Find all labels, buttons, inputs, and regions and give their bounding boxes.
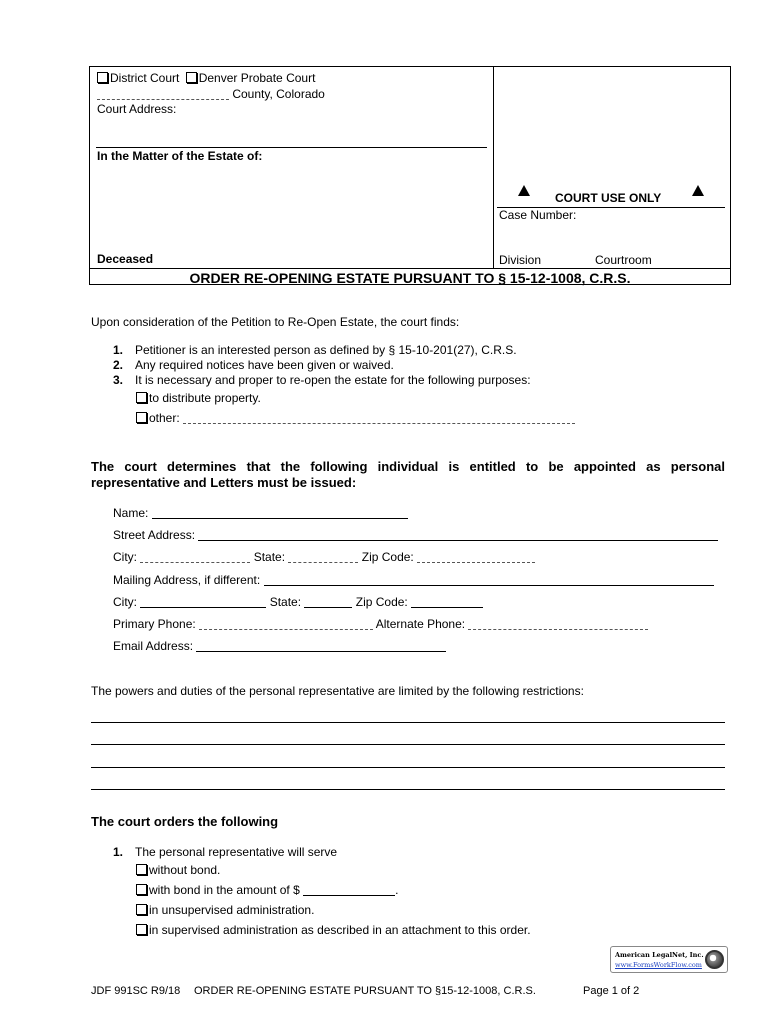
finding-text: Petitioner is an interested person as defined by § 15-10-201(27), C.R.S. xyxy=(135,343,517,357)
without-bond-checkbox[interactable] xyxy=(136,864,147,875)
finding-item xyxy=(113,343,517,357)
with-bond-period: . xyxy=(395,883,399,897)
city2-label: City: xyxy=(113,595,137,609)
findings-intro: Upon consideration of the Petition to Re-Open Estate, the court finds: xyxy=(91,315,460,329)
restriction-line[interactable] xyxy=(91,744,725,745)
street-label: Street Address: xyxy=(113,528,196,542)
distribute-checkbox[interactable] xyxy=(136,392,147,403)
courtroom-label: Courtroom xyxy=(595,253,652,267)
restriction-line[interactable] xyxy=(91,789,725,790)
purpose-distribute xyxy=(136,391,261,405)
pr-city2-row xyxy=(113,595,483,609)
purpose-other xyxy=(136,411,575,425)
determination-heading-1: The court determines that the following individual is entitled to be appointed as personal xyxy=(91,459,725,474)
state-field[interactable] xyxy=(288,551,358,563)
other-label: other: xyxy=(149,411,180,425)
eagle-seal-icon xyxy=(705,950,724,969)
option-supervised xyxy=(136,923,531,937)
restriction-line[interactable] xyxy=(91,722,725,723)
restriction-line[interactable] xyxy=(91,767,725,768)
court-address-rule xyxy=(96,147,487,148)
state2-label: State: xyxy=(269,595,302,609)
finding-item xyxy=(113,373,531,387)
up-triangle-icon xyxy=(518,185,530,196)
bond-amount-field[interactable] xyxy=(303,884,395,896)
without-bond-label: without bond. xyxy=(149,863,221,877)
court-address-label: Court Address: xyxy=(97,102,177,116)
up-triangle-icon xyxy=(692,185,704,196)
pr-phone-row xyxy=(113,617,648,631)
caption-divider xyxy=(493,66,494,268)
court-type-line xyxy=(97,71,315,85)
pr-mailing-row xyxy=(113,573,714,587)
alternate-phone-label: Alternate Phone: xyxy=(375,617,466,631)
name-label: Name: xyxy=(113,506,149,520)
mailing-label: Mailing Address, if different: xyxy=(113,573,261,587)
logo-url-link[interactable]: www.FormsWorkFlow.com xyxy=(615,961,702,969)
city-label: City: xyxy=(113,550,137,564)
state-label: State: xyxy=(253,550,286,564)
case-number-label: Case Number: xyxy=(499,208,577,222)
denver-probate-checkbox[interactable] xyxy=(186,72,197,83)
order-text: The personal representative will serve xyxy=(135,845,338,859)
denver-probate-label: Denver Probate Court xyxy=(198,71,316,85)
finding-number: 2. xyxy=(113,358,124,372)
unsupervised-label: in unsupervised administration. xyxy=(149,903,315,917)
other-checkbox[interactable] xyxy=(136,412,147,423)
supervised-checkbox[interactable] xyxy=(136,924,147,935)
deceased-label: Deceased xyxy=(97,252,154,266)
county-blank[interactable] xyxy=(97,88,229,100)
primary-phone-field[interactable] xyxy=(199,618,373,630)
order-number: 1. xyxy=(113,845,124,859)
zip-label: Zip Code: xyxy=(361,550,414,564)
zip2-field[interactable] xyxy=(411,596,483,608)
with-bond-label: with bond in the amount of $ xyxy=(149,883,300,897)
county-line xyxy=(97,87,325,101)
city2-field[interactable] xyxy=(140,596,266,608)
pr-email-row xyxy=(113,639,446,653)
unsupervised-checkbox[interactable] xyxy=(136,904,147,915)
finding-text: Any required notices have been given or waived. xyxy=(135,358,394,372)
street-field[interactable] xyxy=(198,529,718,541)
legalnet-logo[interactable] xyxy=(610,946,728,973)
option-without-bond xyxy=(136,863,220,877)
order-item xyxy=(113,845,337,859)
finding-number: 1. xyxy=(113,343,124,357)
email-label: Email Address: xyxy=(113,639,194,653)
distribute-label: to distribute property. xyxy=(149,391,261,405)
pr-street-row xyxy=(113,528,718,542)
finding-number: 3. xyxy=(113,373,124,387)
email-field[interactable] xyxy=(196,640,446,652)
zip-field[interactable] xyxy=(417,551,535,563)
order-title: ORDER RE-OPENING ESTATE PURSUANT TO § 15-12-1008, C.R.S. xyxy=(189,270,631,286)
footer-page-number: Page 1 of 2 xyxy=(583,985,640,997)
district-court-checkbox[interactable] xyxy=(97,72,108,83)
court-use-only-label: COURT USE ONLY xyxy=(555,191,662,205)
restrictions-text: The powers and duties of the personal representative are limited by the following restrictions: xyxy=(91,684,584,698)
zip2-label: Zip Code: xyxy=(355,595,408,609)
caption-title-divider xyxy=(89,268,731,269)
division-label: Division xyxy=(499,253,542,267)
finding-item xyxy=(113,358,394,372)
logo-company-name: American LegalNet, Inc. xyxy=(615,951,704,959)
footer-form-id: JDF 991SC R9/18 xyxy=(91,985,181,997)
city-field[interactable] xyxy=(140,551,250,563)
option-with-bond xyxy=(136,883,398,897)
estate-of-label: In the Matter of the Estate of: xyxy=(97,149,263,163)
pr-name-row xyxy=(113,506,408,520)
footer-form-title: ORDER RE-OPENING ESTATE PURSUANT TO §15-12-1008, C.R.S. xyxy=(194,985,536,997)
with-bond-checkbox[interactable] xyxy=(136,884,147,895)
supervised-label: in supervised administration as described in an attachment to this order. xyxy=(149,923,531,937)
alternate-phone-field[interactable] xyxy=(468,618,648,630)
county-label: County, Colorado xyxy=(232,87,325,101)
state2-field[interactable] xyxy=(304,596,352,608)
finding-text: It is necessary and proper to re-open the estate for the following purposes: xyxy=(135,373,531,387)
mailing-field[interactable] xyxy=(264,574,714,586)
name-field[interactable] xyxy=(152,507,408,519)
district-court-label: District Court xyxy=(110,71,180,85)
orders-heading: The court orders the following xyxy=(91,814,279,829)
pr-city-row xyxy=(113,550,535,564)
other-field[interactable] xyxy=(183,412,575,424)
determination-heading-2: representative and Letters must be issued: xyxy=(91,475,357,490)
option-unsupervised xyxy=(136,903,314,917)
primary-phone-label: Primary Phone: xyxy=(113,617,196,631)
